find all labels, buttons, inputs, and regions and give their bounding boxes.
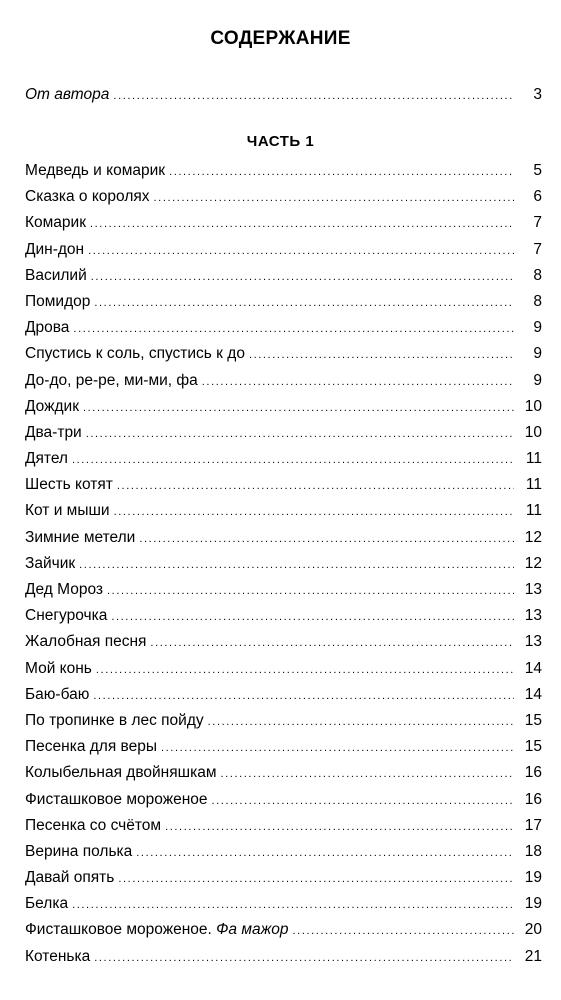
toc-entry-page: 11 — [525, 476, 542, 494]
dot-leader — [212, 788, 515, 814]
dot-leader — [139, 526, 514, 552]
toc-entry-title-text: Два-три — [25, 423, 82, 441]
dot-leader — [169, 159, 514, 185]
toc-entry-title-text: Котенька — [25, 947, 91, 965]
dot-leader — [94, 290, 514, 316]
toc-entry-title — [25, 420, 86, 446]
toc-entry-title-text: Шесть котят — [25, 476, 113, 494]
toc-entry-page: 10 — [524, 397, 542, 415]
toc-entry-title-text: Давай опять — [25, 869, 115, 887]
toc-entry — [25, 498, 542, 524]
toc-entry-page: 13 — [524, 633, 542, 651]
toc-entry-title-text: Песенка со счётом — [25, 816, 162, 834]
toc-entry-page: 10 — [524, 423, 542, 441]
toc-entry-title-text: Комарик — [25, 214, 86, 232]
toc-entry-title-text: Дед Мороз — [25, 581, 104, 598]
toc-entry-page: 18 — [524, 842, 542, 860]
toc-entry-page: 15 — [524, 711, 542, 729]
toc-entry-title — [25, 760, 220, 786]
toc-entry-title — [25, 498, 114, 524]
toc-entry-title-text: Спустись к соль, спустись к до — [25, 345, 245, 363]
dot-leader — [91, 264, 514, 290]
toc-entry — [25, 603, 542, 629]
toc-entry-title — [25, 577, 107, 603]
page-title: СОДЕРЖАНИЕ — [210, 28, 351, 49]
part-heading: ЧАСТЬ 1 — [246, 133, 315, 150]
toc-entry-page: 15 — [524, 738, 542, 756]
dot-leader — [293, 918, 514, 944]
toc-entry — [25, 315, 542, 341]
toc-entry-title-text: Фисташковое мороженое — [25, 790, 208, 808]
toc-entry-title-text: Сказка о королях — [25, 188, 150, 206]
toc-entry-title — [25, 237, 88, 263]
toc-entry-title-text: Дятел — [25, 450, 68, 468]
toc-entry-page: 16 — [524, 764, 542, 782]
toc-list — [25, 158, 542, 970]
toc-entry — [25, 525, 542, 551]
toc-entry-title-text: Фисташковое мороженое. — [25, 921, 212, 939]
toc-entry-title-text: Снегурочка — [25, 607, 108, 625]
toc-entry-page: 11 — [525, 450, 542, 468]
dot-leader — [117, 473, 514, 499]
toc-entry-page: 12 — [524, 528, 542, 546]
toc-entry — [25, 472, 542, 498]
dot-leader — [136, 840, 514, 866]
toc-entry-title-text: Белка — [25, 895, 69, 913]
toc-entry-page: 16 — [524, 790, 542, 808]
dot-leader — [220, 761, 514, 787]
toc-entry-page: 14 — [524, 685, 542, 703]
toc-entry — [25, 865, 542, 891]
toc-entry-title — [25, 525, 139, 551]
toc-entry-title — [25, 813, 165, 839]
dot-leader — [202, 369, 514, 395]
dot-leader — [165, 814, 514, 840]
toc-entry-page: 13 — [524, 607, 542, 625]
toc-entry-title — [25, 341, 249, 367]
toc-entry-title — [25, 917, 293, 943]
dot-leader — [86, 421, 514, 447]
toc-entry — [25, 944, 542, 970]
toc-entry-page: 11 — [525, 502, 542, 520]
dot-leader — [72, 447, 514, 473]
toc-entry-title-italic: Фа мажор — [216, 921, 289, 939]
toc-entry-title-text: По тропинке в лес пойду — [25, 711, 204, 729]
toc-entry-title-text: Баю-баю — [25, 685, 90, 703]
toc-entry-title-text: Василий — [25, 266, 87, 284]
dot-leader — [111, 604, 514, 630]
toc-entry — [25, 420, 542, 446]
toc-entry-title-text: Мой конь — [25, 659, 92, 677]
toc-entry-title-text: Медведь и комарик — [25, 162, 166, 179]
toc-entry-title — [25, 839, 136, 865]
toc-entry-title — [25, 446, 72, 472]
toc-entry-title-text: Зайчик — [25, 554, 76, 572]
toc-entry — [25, 289, 542, 315]
toc-entry — [25, 629, 542, 655]
toc-entry-title-text: Дождик — [25, 397, 79, 415]
toc-entry-title — [25, 394, 83, 420]
toc-entry-page: 19 — [524, 895, 542, 913]
toc-entry — [25, 760, 542, 786]
toc-entry — [25, 891, 542, 917]
toc-entry — [25, 341, 542, 367]
toc-entry-page: 13 — [524, 581, 542, 598]
toc-entry-title — [25, 315, 73, 341]
toc-entry-page: 9 — [533, 345, 542, 363]
toc-entry-title — [25, 368, 202, 394]
toc-entry-page: 7 — [533, 240, 542, 258]
toc-entry — [25, 446, 542, 472]
toc-entry-page: 5 — [533, 162, 542, 179]
dot-leader — [88, 238, 514, 264]
dot-leader — [161, 735, 514, 761]
toc-entry — [25, 263, 542, 289]
toc-entry — [25, 839, 542, 865]
toc-entry — [25, 394, 542, 420]
dot-leader — [90, 211, 514, 237]
toc-entry-title — [25, 158, 169, 184]
toc-entry-title — [25, 656, 96, 682]
toc-entry-title — [25, 263, 91, 289]
author-section — [25, 82, 542, 108]
toc-entry — [25, 184, 542, 210]
dot-leader — [150, 630, 514, 656]
dot-leader — [73, 316, 514, 342]
toc-entry-title — [25, 865, 118, 891]
dot-leader — [249, 342, 514, 368]
toc-entry-title-text: Верина полька — [25, 842, 133, 860]
toc-entry-page: 20 — [524, 921, 542, 939]
toc-entry — [25, 682, 542, 708]
toc-entry-title — [25, 551, 79, 577]
toc-entry-title-text: Помидор — [25, 292, 91, 310]
toc-entry-title-text: Жалобная песня — [25, 633, 147, 651]
dot-leader — [154, 185, 514, 211]
dot-leader — [114, 499, 514, 525]
toc-entry — [25, 237, 542, 263]
dot-leader — [79, 552, 514, 578]
toc-entry — [25, 813, 542, 839]
toc-entry — [25, 734, 542, 760]
toc-entry-page: 14 — [524, 659, 542, 677]
toc-entry-page: 21 — [524, 947, 542, 965]
toc-entry-page: 3 — [533, 86, 542, 103]
toc-entry-title-text: Зимние метели — [25, 528, 136, 546]
toc-entry-title-text: Дин-дон — [25, 240, 85, 258]
toc-entry — [25, 158, 542, 184]
toc-entry-page: 9 — [533, 319, 542, 337]
toc-entry-author — [25, 82, 542, 108]
toc-entry — [25, 210, 542, 236]
toc-entry-title-text: До-до, ре-ре, ми-ми, фа — [25, 371, 198, 389]
dot-leader — [96, 657, 514, 683]
toc-entry — [25, 917, 542, 943]
dot-leader — [93, 683, 514, 709]
toc-entry-title-text: Колыбельная двойняшкам — [25, 764, 217, 782]
toc-entry-title — [25, 472, 117, 498]
toc-entry-title-text: Песенка для веры — [25, 738, 157, 756]
dot-leader — [83, 395, 514, 421]
toc-entry-title — [25, 210, 90, 236]
toc-entry-page: 8 — [533, 266, 542, 284]
toc-entry — [25, 656, 542, 682]
toc-entry-title-text: Дрова — [25, 319, 70, 337]
toc-entry-title — [25, 734, 161, 760]
toc-entry-title-text: Кот и мыши — [25, 502, 110, 520]
dot-leader — [107, 578, 514, 604]
toc-entry-title — [25, 708, 208, 734]
toc-entry-page: 9 — [533, 371, 542, 389]
toc-entry-title — [25, 787, 212, 813]
toc-entry-title — [25, 682, 93, 708]
toc-entry — [25, 577, 542, 603]
dot-leader — [208, 709, 514, 735]
toc-entry — [25, 708, 542, 734]
toc-entry-page: 12 — [524, 554, 542, 572]
toc-entry-title — [25, 891, 72, 917]
toc-entry-page: 7 — [533, 214, 542, 232]
dot-leader — [94, 945, 514, 971]
toc-entry-page: 6 — [533, 188, 542, 206]
toc-entry-page: 17 — [524, 816, 542, 834]
toc-entry-title — [25, 944, 94, 970]
toc-entry-title — [25, 629, 150, 655]
dot-leader — [118, 866, 514, 892]
toc-entry-title — [25, 184, 154, 210]
toc-entry — [25, 787, 542, 813]
toc-entry-page: 19 — [524, 869, 542, 887]
toc-entry-title — [25, 603, 111, 629]
toc-entry — [25, 368, 542, 394]
dot-leader — [72, 892, 514, 918]
toc-entry — [25, 551, 542, 577]
dot-leader — [113, 83, 514, 109]
toc-entry-title: От автора — [25, 86, 110, 103]
toc-entry-page: 8 — [533, 292, 542, 310]
toc-entry-title — [25, 289, 94, 315]
